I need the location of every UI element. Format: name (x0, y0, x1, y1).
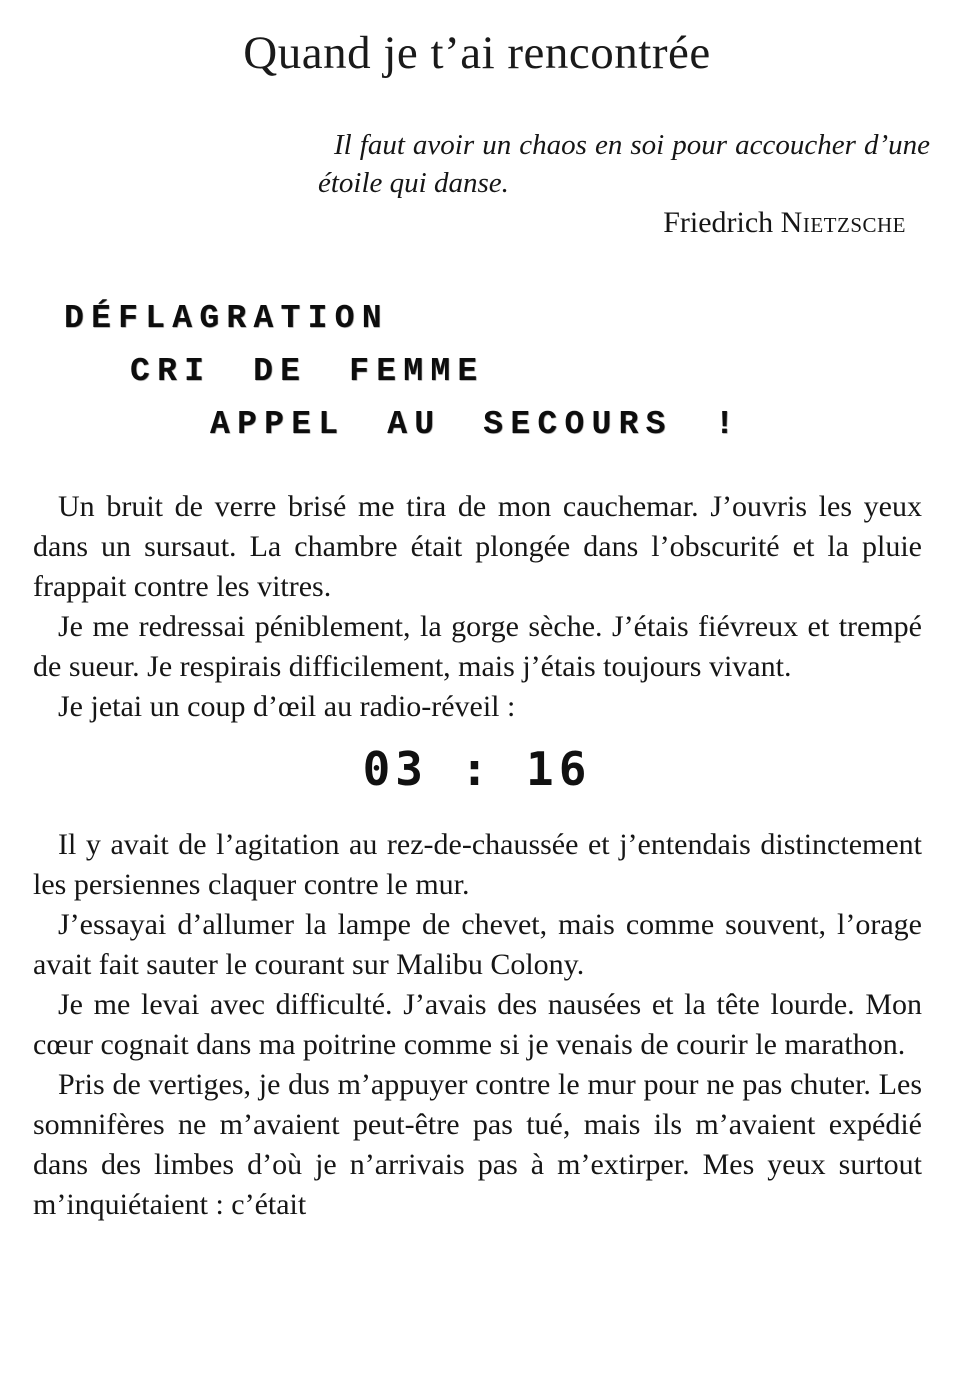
epigraph-block (318, 126, 930, 242)
paragraph: Je jetai un coup d’œil au radio-réveil : (58, 690, 516, 723)
paragraph: Je me redressai péniblement, la gorge sèche. J’étais fiévreux et trempé de sueur. Je respirais difficilement, mais j’étais toujours vivant. (33, 610, 922, 683)
typewriter-line-1: DÉFLAGRATION (64, 300, 389, 337)
epigraph-attribution (318, 204, 930, 242)
paragraph: Je me levai avec difficulté. J’avais des nausées et la tête lourde. Mon cœur cognait dans ma poitrine comme si je venais de courir le marathon. (33, 988, 922, 1061)
radio-alarm-clock-time: 03 : 16 (362, 742, 592, 796)
body-text-before-clock (33, 487, 922, 727)
epigraph-quote: Il faut avoir un chaos en soi pour accoucher d’une étoile qui danse. (318, 129, 930, 199)
paragraph: Pris de vertiges, je dus m’appuyer contre le mur pour ne pas chuter. Les somnifères ne m’avaient peut-être pas tué, mais ils m’avaient expédié dans des limbes d’où je n’arrivais pas à m’extirper. Mes yeux surtout m’inquiétaient : c’était (33, 1068, 922, 1221)
paragraph: Un bruit de verre brisé me tira de mon cauchemar. J’ouvris les yeux dans un sursaut. La chambre était plongée dans l’obscurité et la pluie frappait contre les vitres. (33, 490, 922, 603)
attribution-last-name: Nietzsche (780, 206, 906, 239)
paragraph: Il y avait de l’agitation au rez-de-chaussée et j’entendais distinctement les persiennes claquer contre le mur. (33, 828, 922, 901)
chapter-title: Quand je t’ai rencontrée (243, 27, 711, 79)
body-text-after-clock (33, 825, 922, 1225)
paragraph: J’essayai d’allumer la lampe de chevet, mais comme souvent, l’orage avait fait sauter le courant sur Malibu Colony. (33, 908, 922, 981)
typewriter-line-3: APPEL AU SECOURS ! (210, 406, 742, 443)
typewriter-block (0, 292, 954, 451)
attribution-first-name: Friedrich (663, 206, 774, 239)
typewriter-line-2: CRI DE FEMME (130, 353, 485, 390)
